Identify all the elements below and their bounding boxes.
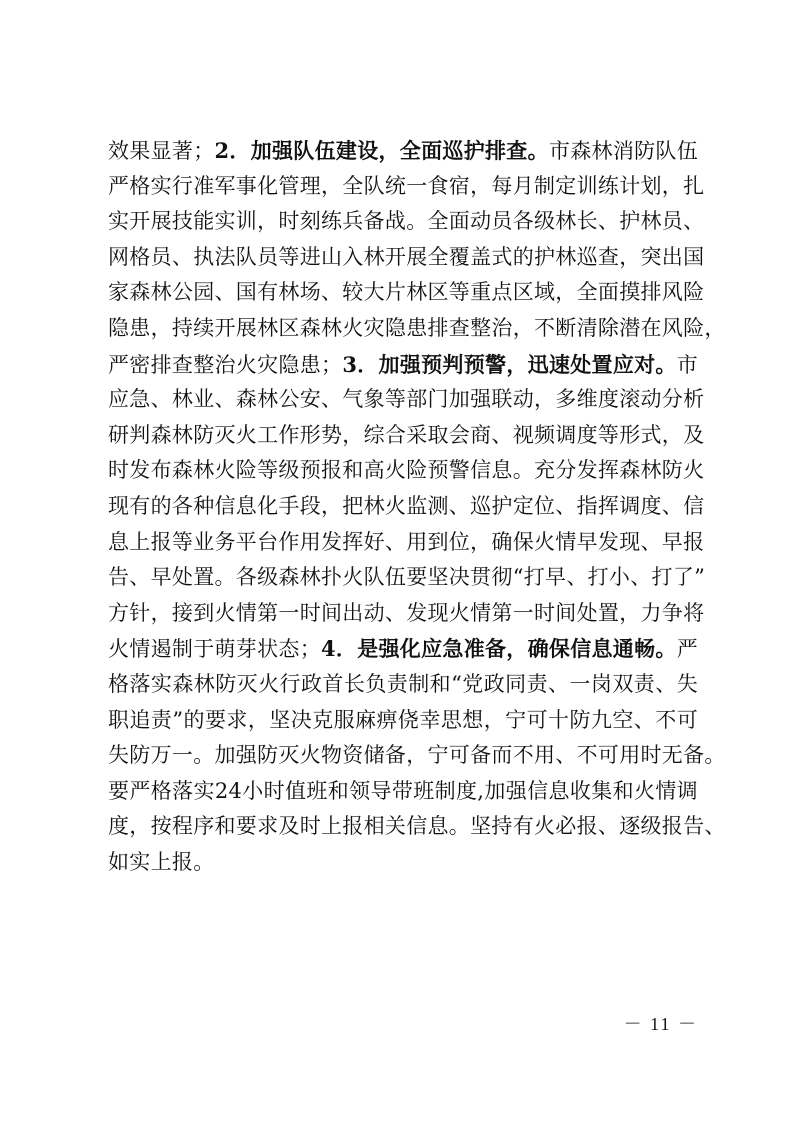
text-segment: 应急、林业、森林公安、气象等部门加强联动，多维度滚动分析 <box>108 387 705 412</box>
text-segment: 告、早处置。各级森林扑火队伍要坚决贯彻“打早、打小、打了” <box>108 565 706 590</box>
text-segment: 实开展技能实训，时刻练兵备战。全面动员各级林长、护林员、 <box>108 209 705 234</box>
text-segment: 职追责”的要求，坚决克服麻痹侥幸思想，宁可十防九空、不可 <box>108 707 698 732</box>
text-segment: 市 <box>676 352 699 377</box>
text-line <box>108 240 705 276</box>
text-segment: 网格员、执法队员等进山入林开展全覆盖式的护林巡查，突出国 <box>108 244 705 269</box>
text-line <box>108 204 705 240</box>
text-segment: 方针，接到火情第一时间出动、发现火情第一时间处置，力争将 <box>108 600 705 625</box>
text-line <box>108 667 698 703</box>
text-line <box>108 738 726 774</box>
text-segment: 失防万一。加强防灭火物资储备，宁可备而不用、不可用时无备。 <box>108 743 726 768</box>
text-line <box>108 418 705 454</box>
text-segment: 息上报等业务平台作用发挥好、用到位，确保火情早发现、早报 <box>108 529 705 554</box>
text-segment: 如实上报。 <box>108 849 215 874</box>
text-segment: 研判森林防灭火工作形势，综合采取会商、视频调度等形式，及 <box>108 422 705 447</box>
text-line <box>108 703 698 739</box>
page-number: － 11 － <box>623 1014 698 1034</box>
text-segment: 市森林消防队伍 <box>548 139 699 163</box>
text-segment: 度，按程序和要求及时上报相关信息。坚持有火必报、逐级报告、 <box>108 814 726 839</box>
text-line <box>108 382 705 418</box>
text-segment: 格落实森林防灭火行政首长负责制和“党政同责、一岗双责、失 <box>108 671 698 696</box>
bold-heading-segment: 4．是强化应急准备，确保信息通畅。 <box>321 636 677 662</box>
text-line <box>108 560 706 596</box>
text-line <box>108 169 705 205</box>
text-line <box>108 774 698 810</box>
text-segment: 时发布森林火险等级预报和高火险预警信息。充分发挥森林防火 <box>108 458 705 483</box>
bold-heading-segment: 3．加强预判预警，迅速处置应对。 <box>342 351 677 377</box>
text-segment: 要严格落实24小时值班和领导带班制度,加强信息收集和火情调 <box>108 778 698 803</box>
text-line <box>108 809 726 845</box>
text-line <box>108 845 698 881</box>
bold-heading-segment: 2．加强队伍建设，全面巡护排查。 <box>214 138 549 163</box>
text-segment: 效果显著； <box>108 139 215 163</box>
text-segment: 隐患，持续开展林区森林火灾隐患排查整治，不断清除潜在风险， <box>108 315 726 340</box>
text-line <box>108 631 698 667</box>
text-line <box>108 596 705 632</box>
text-line <box>108 489 705 525</box>
text-segment: 家森林公园、国有林场、较大片林区等重点区域，全面摸排风险 <box>108 280 705 305</box>
text-line <box>108 311 726 347</box>
text-line <box>108 453 705 489</box>
text-line <box>108 133 698 169</box>
text-line <box>108 525 705 561</box>
text-line <box>108 275 705 311</box>
text-segment: 现有的各种信息化手段，把林火监测、巡护定位、指挥调度、信 <box>108 493 705 518</box>
text-segment: 火情遏制于萌芽状态； <box>108 637 321 662</box>
text-segment: 严格实行准军事化管理，全队统一食宿，每月制定训练计划，扎 <box>108 173 705 198</box>
text-line <box>108 347 698 383</box>
body-paragraph <box>108 133 726 880</box>
text-segment: 严密排查整治火灾隐患； <box>108 352 343 377</box>
text-segment: 严 <box>676 637 699 662</box>
